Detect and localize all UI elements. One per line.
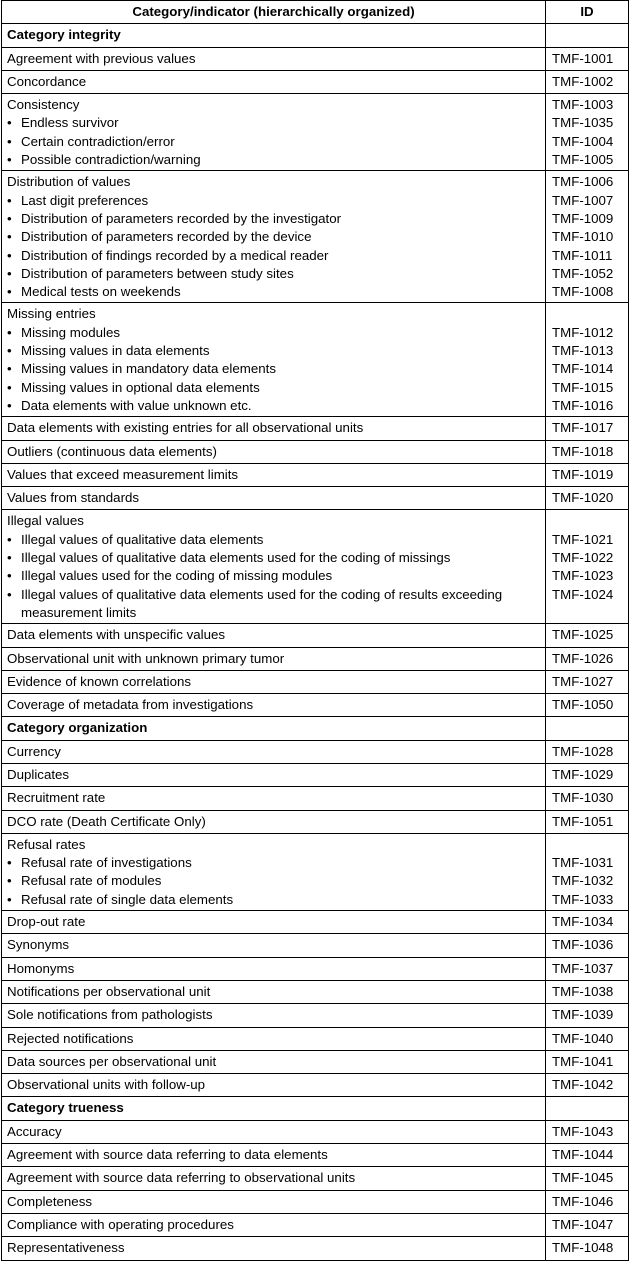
id-cell [546,487,629,510]
id-cell [546,440,629,463]
id-cell [546,463,629,486]
indicator-cell [2,70,546,93]
indicator-cell [2,1097,546,1120]
table-body [2,24,629,1260]
table-row [2,957,629,980]
sub-indicator-label: Distribution of parameters between study sites [21,265,294,281]
indicator-label: Observational units with follow-up [7,1077,206,1093]
indicator-cell [2,1050,546,1073]
sub-indicator-id: TMF-1035 [552,115,614,131]
indicator-cell [2,694,546,717]
bullet-icon: • [7,247,12,263]
indicator-label: Values that exceed measurement limits [7,466,239,482]
group-row [2,171,629,303]
indicator-id: TMF-1027 [552,673,614,689]
indicator-label: Rejected notifications [7,1030,134,1046]
sub-indicator [7,247,540,265]
group-label: Missing entries [7,306,96,322]
indicator-cell [2,957,546,980]
bullet-icon: • [7,115,12,131]
indicator-id: TMF-1001 [552,50,614,66]
group-label: Illegal values [7,513,84,529]
indicator-cell [2,740,546,763]
group-id: TMF-1003 [552,97,614,113]
indicator-cell [2,94,546,171]
bullet-icon: • [7,568,12,584]
sub-indicator-label: Refusal rate of investigations [21,855,192,871]
table-row [2,694,629,717]
indicator-label: Drop-out rate [7,914,86,930]
sub-indicator [7,283,540,301]
id-cell [546,624,629,647]
table-row [2,70,629,93]
table-row [2,911,629,934]
indicator-label: Outliers (continuous data elements) [7,443,217,459]
indicator-label: Currency [7,743,61,759]
bullet-icon: • [7,531,12,547]
category-row [2,1097,629,1120]
sub-indicator [7,133,540,151]
indicator-id: TMF-1036 [552,937,614,953]
sub-indicator-label: Illegal values of qualitative data elements [21,531,264,547]
sub-indicator-id: TMF-1012 [552,324,614,340]
id-cell [546,1144,629,1167]
bullet-icon: • [7,265,12,281]
indicator-label: Agreement with source data referring to data elements [7,1147,328,1163]
indicator-id: TMF-1038 [552,983,614,999]
id-cell [546,1097,629,1120]
indicator-cell [2,417,546,440]
sub-indicator [7,872,540,890]
indicator-cell [2,833,546,910]
indicator-cell [2,980,546,1003]
indicator-id: TMF-1051 [552,813,614,829]
category-label: Category organization [7,720,148,736]
bullet-icon: • [7,550,12,566]
table-row [2,1074,629,1097]
indicator-cell [2,47,546,70]
sub-indicator-label: Missing values in optional data elements [21,379,260,395]
bullet-icon: • [7,855,12,871]
sub-indicator-id: TMF-1016 [552,397,614,413]
table-row [2,1237,629,1260]
sub-indicator-id: TMF-1010 [552,229,614,245]
indicator-cell [2,440,546,463]
indicator-id: TMF-1026 [552,650,614,666]
id-cell [546,1027,629,1050]
id-cell [546,171,629,303]
indicator-id: TMF-1028 [552,743,614,759]
indicator-id: TMF-1025 [552,627,614,643]
indicator-cell [2,911,546,934]
indicator-label: Completeness [7,1193,92,1209]
sub-indicator-label: Last digit preferences [21,192,149,208]
indicator-label: Observational unit with unknown primary tumor [7,650,285,666]
indicator-cell [2,1167,546,1190]
indicator-id: TMF-1041 [552,1053,614,1069]
indicator-label: Agreement with previous values [7,50,196,66]
id-cell [546,670,629,693]
indicator-cell [2,670,546,693]
id-cell [546,1190,629,1213]
sub-indicator-id: TMF-1009 [552,210,614,226]
sub-indicator-id: TMF-1022 [552,550,614,566]
blank-spacer [552,305,623,323]
id-cell [546,1213,629,1236]
sub-indicator-id: TMF-1031 [552,855,614,871]
id-cell [546,810,629,833]
table-row [2,1120,629,1143]
indicator-cell [2,787,546,810]
table-row [2,810,629,833]
indicator-label: Agreement with source data referring to observational units [7,1170,356,1186]
indicator-cell [2,1237,546,1260]
indicator-id: TMF-1040 [552,1030,614,1046]
indicator-id: TMF-1030 [552,790,614,806]
table-row [2,934,629,957]
indicator-id: TMF-1039 [552,1007,614,1023]
sub-indicator-label: Distribution of parameters recorded by the device [21,229,312,245]
indicator-id: TMF-1020 [552,490,614,506]
group-row [2,833,629,910]
sub-indicator [7,342,540,360]
sub-indicator-label: Missing values in mandatory data elements [21,361,276,377]
group-row [2,94,629,171]
indicator-cell [2,1120,546,1143]
sub-indicator-label: Distribution of findings recorded by a medical reader [21,247,329,263]
indicator-id: TMF-1019 [552,466,614,482]
id-cell [546,24,629,47]
indicator-cell [2,717,546,740]
indicator-id: TMF-1017 [552,420,614,436]
sub-indicator-id: TMF-1011 [552,247,613,263]
indicator-id: TMF-1046 [552,1193,614,1209]
bullet-icon: • [7,397,12,413]
table-row [2,787,629,810]
sub-indicator [7,151,540,169]
indicator-id: TMF-1002 [552,73,614,89]
bullet-icon: • [7,229,12,245]
bullet-icon: • [7,343,12,359]
sub-indicator [7,210,540,228]
id-cell [546,1120,629,1143]
sub-indicator [7,586,540,623]
id-cell [546,647,629,670]
sub-indicator-label: Missing values in data elements [21,343,210,359]
sub-indicator [7,265,540,283]
sub-indicator-label: Illegal values used for the coding of missing modules [21,568,333,584]
bullet-icon: • [7,192,12,208]
column-header-id: ID [546,1,629,24]
indicator-label: DCO rate (Death Certificate Only) [7,813,206,829]
group-id: TMF-1006 [552,174,614,190]
indicator-cell [2,303,546,417]
sub-indicator-id: TMF-1052 [552,265,614,281]
indicator-cell [2,510,546,624]
sub-indicator [7,891,540,909]
table-header-row [2,1,629,24]
indicator-label: Data sources per observational unit [7,1053,217,1069]
table-row [2,487,629,510]
sub-indicator-label: Medical tests on weekends [21,284,181,300]
group-label: Consistency [7,97,80,113]
id-cell [546,911,629,934]
table-row [2,1004,629,1027]
sub-indicator-id: TMF-1007 [552,192,614,208]
sub-indicator [7,397,540,415]
sub-indicator-label: Illegal values of qualitative data elements used for the coding of missings [21,550,451,566]
indicator-cell [2,934,546,957]
id-cell [546,957,629,980]
id-cell [546,510,629,624]
indicator-label: Data elements with existing entries for all observational units [7,420,364,436]
sub-indicator-label: Possible contradiction/warning [21,152,201,168]
sub-indicator-label: Endless survivor [21,115,119,131]
table-row [2,1190,629,1213]
indicator-cell [2,624,546,647]
sub-indicator-label: Illegal values of qualitative data elements used for the coding of results exceeding measurement limits [21,586,503,620]
bullet-icon: • [7,379,12,395]
sub-indicator [7,567,540,585]
indicator-cell [2,487,546,510]
indicator-cell [2,763,546,786]
group-row [2,303,629,417]
table-row [2,647,629,670]
sub-indicator [7,360,540,378]
indicator-id: TMF-1050 [552,697,614,713]
id-cell [546,787,629,810]
id-cell [546,717,629,740]
table-row [2,763,629,786]
id-cell [546,833,629,910]
indicator-label: Concordance [7,73,87,89]
sub-indicator-id: TMF-1005 [552,152,614,168]
table-row [2,740,629,763]
group-label: Refusal rates [7,836,86,852]
indicator-label: Compliance with operating procedures [7,1216,234,1232]
indicator-cell [2,24,546,47]
bullet-icon: • [7,133,12,149]
id-cell [546,934,629,957]
id-cell [546,1237,629,1260]
indicator-cell [2,171,546,303]
indicator-label: Coverage of metadata from investigations [7,697,254,713]
indicator-id: TMF-1045 [552,1170,614,1186]
indicator-id: TMF-1044 [552,1147,614,1163]
sub-indicator [7,549,540,567]
id-cell [546,70,629,93]
indicator-label: Recruitment rate [7,790,106,806]
group-label: Distribution of values [7,174,131,190]
id-cell [546,303,629,417]
indicator-cell [2,463,546,486]
table-row [2,1167,629,1190]
id-cell [546,94,629,171]
sub-indicator-id: TMF-1033 [552,891,614,907]
bullet-icon: • [7,324,12,340]
category-label: Category trueness [7,1100,124,1116]
bullet-icon: • [7,891,12,907]
indicator-id: TMF-1037 [552,960,614,976]
sub-indicator-id: TMF-1024 [552,586,614,602]
indicator-id: TMF-1048 [552,1240,614,1256]
indicator-label: Data elements with unspecific values [7,627,226,643]
category-row [2,717,629,740]
indicator-id: TMF-1034 [552,914,614,930]
table-row [2,1027,629,1050]
indicator-cell [2,1190,546,1213]
indicator-cell [2,1074,546,1097]
bullet-icon: • [7,152,12,168]
indicator-label: Homonyms [7,960,75,976]
indicator-cell [2,647,546,670]
sub-indicator [7,531,540,549]
indicator-label: Accuracy [7,1123,62,1139]
table-row [2,670,629,693]
indicator-id: TMF-1018 [552,443,614,459]
table-row [2,1213,629,1236]
table-row [2,47,629,70]
id-cell [546,1167,629,1190]
sub-indicator [7,324,540,342]
indicator-id: TMF-1043 [552,1123,614,1139]
indicator-cell [2,1144,546,1167]
sub-indicator [7,379,540,397]
indicator-label: Values from standards [7,490,140,506]
indicator-cell [2,810,546,833]
id-cell [546,1074,629,1097]
id-cell [546,763,629,786]
sub-indicator-label: Distribution of parameters recorded by the investigator [21,210,342,226]
bullet-icon: • [7,361,12,377]
indicator-id: TMF-1047 [552,1216,614,1232]
indicator-label: Evidence of known correlations [7,673,192,689]
sub-indicator-label: Missing modules [21,324,121,340]
id-cell [546,47,629,70]
indicator-cell [2,1213,546,1236]
id-cell [546,980,629,1003]
table-row [2,1144,629,1167]
id-cell [546,694,629,717]
indicator-id: TMF-1042 [552,1077,614,1093]
indicator-label: Synonyms [7,937,70,953]
sub-indicator-label: Refusal rate of modules [21,873,162,889]
id-cell [546,1050,629,1073]
sub-indicator [7,228,540,246]
indicator-label: Representativeness [7,1240,125,1256]
table-row [2,624,629,647]
sub-indicator-id: TMF-1021 [552,531,614,547]
sub-indicator-id: TMF-1013 [552,343,614,359]
sub-indicator-id: TMF-1004 [552,133,614,149]
sub-indicator-label: Certain contradiction/error [21,133,175,149]
indicator-label: Notifications per observational unit [7,983,211,999]
bullet-icon: • [7,210,12,226]
sub-indicator [7,192,540,210]
id-cell [546,417,629,440]
sub-indicator-id: TMF-1014 [552,361,614,377]
blank-spacer [552,512,623,530]
category-row [2,24,629,47]
table-row [2,463,629,486]
sub-indicator-id: TMF-1008 [552,284,614,300]
sub-indicator-id: TMF-1015 [552,379,614,395]
indicator-cell [2,1027,546,1050]
indicator-table [1,0,629,1261]
group-row [2,510,629,624]
sub-indicator-label: Data elements with value unknown etc. [21,397,252,413]
table-row [2,417,629,440]
sub-indicator-id: TMF-1032 [552,873,614,889]
sub-indicator [7,854,540,872]
sub-indicator [7,114,540,132]
table-row [2,440,629,463]
sub-indicator-label: Refusal rate of single data elements [21,891,234,907]
bullet-icon: • [7,284,12,300]
category-label: Category integrity [7,27,121,43]
indicator-label: Duplicates [7,766,70,782]
table-row [2,1050,629,1073]
blank-spacer [552,836,623,854]
id-cell [546,740,629,763]
table-row [2,980,629,1003]
sub-indicator-id: TMF-1023 [552,568,614,584]
indicator-label: Sole notifications from pathologists [7,1007,213,1023]
bullet-icon: • [7,586,12,602]
indicator-id: TMF-1029 [552,766,614,782]
column-header-category: Category/indicator (hierarchically organized) [2,1,546,24]
id-cell [546,1004,629,1027]
bullet-icon: • [7,873,12,889]
indicator-cell [2,1004,546,1027]
